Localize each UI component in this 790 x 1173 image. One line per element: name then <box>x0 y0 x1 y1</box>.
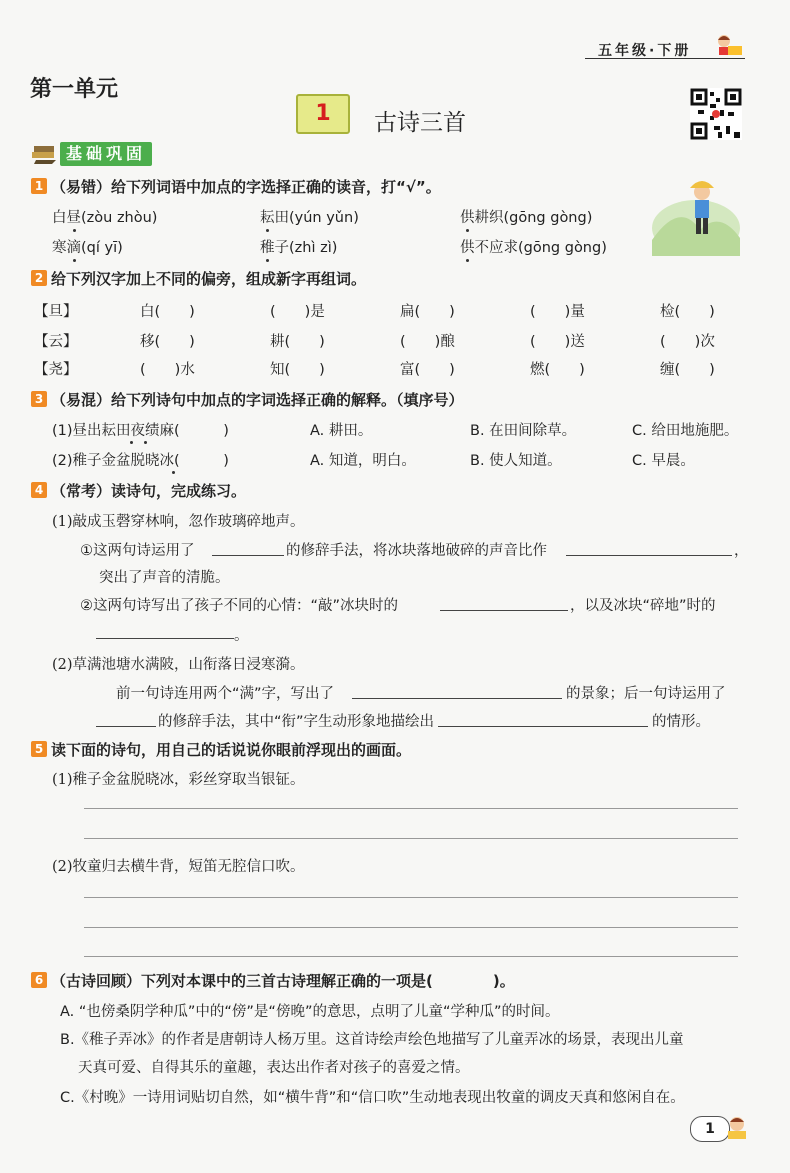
q4-2-part2: 的景象；后一句诗运用了 <box>566 686 726 702</box>
q2-cell: 知( ) <box>270 362 325 378</box>
question-number-6: 6 <box>31 972 47 988</box>
qr-code-icon[interactable] <box>690 88 742 140</box>
question-4-text: （常考）读诗句，完成练习。 <box>51 482 247 500</box>
q2-cell: 燃( ) <box>530 362 585 378</box>
books-icon <box>30 140 60 166</box>
answer-blank[interactable] <box>438 726 648 727</box>
reading-girl-icon <box>710 32 746 58</box>
q2-cell: ( )酿 <box>400 334 455 350</box>
q2-cell: ( )水 <box>140 362 195 378</box>
section-basic-consolidation: 基础巩固 <box>60 142 152 166</box>
q6-option-c: C.《村晚》一诗用词贴切自然，如“横牛背”和“信口吹”生动地表现出牧童的调皮天真和悠闲自在。 <box>60 1090 685 1106</box>
answer-blank[interactable] <box>96 638 234 639</box>
q1-item-6: 供不应求(gōng gòng) <box>460 240 607 256</box>
q2-cell: 白( ) <box>140 304 195 320</box>
q1-item-3: 供耕织(gōng gòng) <box>460 210 593 226</box>
q4-1a-part1: ①这两句诗运用了 <box>80 543 195 559</box>
q2-cell: 耕( ) <box>270 334 325 350</box>
q4-2-part4: 的情形。 <box>652 714 710 730</box>
q4-1a-part2: 的修辞手法，将冰块落地破碎的声音比作 <box>286 543 547 559</box>
q2-cell: 富( ) <box>400 362 455 378</box>
question-number-4: 4 <box>31 482 47 498</box>
q3-stem-2: (2)稚子金盆脱晓冰( ) <box>52 453 229 469</box>
q3-option: B. 在田间除草。 <box>470 423 577 439</box>
q4-1b-part2: ，以及冰块“碎地”时的 <box>570 598 716 614</box>
q4-poem-2: (2)草满池塘水满陂，山衔落日浸寒漪。 <box>52 657 305 673</box>
lesson-number: 1 <box>315 101 331 126</box>
page-number: 1 <box>690 1116 730 1142</box>
q4-1b-part3: 。 <box>234 628 249 644</box>
q1-item-4: 寒滴(qí yī) <box>52 240 123 256</box>
child-illustration <box>650 170 742 258</box>
q3-option: C. 早晨。 <box>632 453 695 469</box>
q3-option: A. 耕田。 <box>310 423 373 439</box>
answer-blank[interactable] <box>212 555 284 556</box>
q4-1a-part4: 突出了声音的清脆。 <box>99 570 230 586</box>
answer-blank[interactable] <box>440 610 568 611</box>
answer-blank[interactable] <box>352 698 562 699</box>
question-6-text: （古诗回顾）下列对本课中的三首古诗理解正确的一项是( )。 <box>51 972 515 990</box>
question-5-text: 读下面的诗句，用自己的话说说你眼前浮现出的画面。 <box>51 741 412 759</box>
q2-row-1-label: 【旦】 <box>34 304 78 320</box>
q4-2-part3: 的修辞手法，其中“衔”字生动形象地描绘出 <box>158 714 435 730</box>
writing-line[interactable] <box>84 956 738 957</box>
q6-option-b-line1: B.《稚子弄冰》的作者是唐朝诗人杨万里。这首诗绘声绘色地描写了儿童弄冰的场景，表现出儿童 <box>60 1032 684 1048</box>
q3-option: B. 使人知道。 <box>470 453 562 469</box>
q4-2-part1: 前一句诗连用两个“满”字，写出了 <box>116 686 335 702</box>
q2-cell: 缠( ) <box>660 362 715 378</box>
q1-item-2: 耘田(yún yǔn) <box>260 210 359 226</box>
writing-line[interactable] <box>84 838 738 839</box>
writing-line[interactable] <box>84 808 738 809</box>
q1-item-5: 稚子(zhì zì) <box>260 240 338 256</box>
q2-cell: 检( ) <box>660 304 715 320</box>
page-mascot-icon <box>722 1112 752 1142</box>
q1-item-1: 白昼(zòu zhòu) <box>52 210 158 226</box>
q2-cell: ( )送 <box>530 334 585 350</box>
q3-option: C. 给田地施肥。 <box>632 423 739 439</box>
lesson-title: 古诗三首 <box>374 110 466 136</box>
answer-blank[interactable] <box>566 555 732 556</box>
writing-line[interactable] <box>84 927 738 928</box>
q5-poem-2: (2)牧童归去横牛背，短笛无腔信口吹。 <box>52 859 305 875</box>
q4-1b-part1: ②这两句诗写出了孩子不同的心情：“敲”冰块时的 <box>80 598 399 614</box>
question-number-3: 3 <box>31 391 47 407</box>
q4-1a-part3: ， <box>734 543 749 559</box>
q3-option: A. 知道，明白。 <box>310 453 416 469</box>
q3-stem-1: (1)昼出耘田夜绩麻( ) <box>52 423 229 439</box>
q2-cell: ( )次 <box>660 334 715 350</box>
question-number-2: 2 <box>31 270 47 286</box>
question-1-text: （易错）给下列词语中加点的字选择正确的读音，打“√”。 <box>51 178 441 196</box>
q4-poem-1: (1)敲成玉磬穿林响，忽作玻璃碎地声。 <box>52 514 305 530</box>
q2-cell: 移( ) <box>140 334 195 350</box>
q5-poem-1: (1)稚子金盆脱晓冰，彩丝穿取当银钲。 <box>52 772 305 788</box>
question-number-1: 1 <box>31 178 47 194</box>
q6-option-b-line2: 天真可爱、自得其乐的童趣，表达出作者对孩子的喜爱之情。 <box>78 1060 470 1076</box>
q2-row-2-label: 【云】 <box>34 334 78 350</box>
q2-cell: ( )量 <box>530 304 585 320</box>
answer-blank[interactable] <box>96 726 156 727</box>
question-number-5: 5 <box>31 741 47 757</box>
q2-row-3-label: 【尧】 <box>34 362 78 378</box>
question-3-text: （易混）给下列诗句中加点的字词选择正确的解释。（填序号） <box>51 391 464 409</box>
q2-cell: ( )是 <box>270 304 325 320</box>
lesson-number-box <box>296 94 350 134</box>
question-2-text: 给下列汉字加上不同的偏旁，组成新字再组词。 <box>51 270 367 288</box>
unit-title: 第一单元 <box>30 77 119 102</box>
grade-label: 五年级·下册 <box>598 43 692 59</box>
writing-line[interactable] <box>84 897 738 898</box>
q6-option-a: A. “也傍桑阴学种瓜”中的“傍”是“傍晚”的意思，点明了儿童“学种瓜”的时间。 <box>60 1004 560 1020</box>
q2-cell: 扁( ) <box>400 304 455 320</box>
